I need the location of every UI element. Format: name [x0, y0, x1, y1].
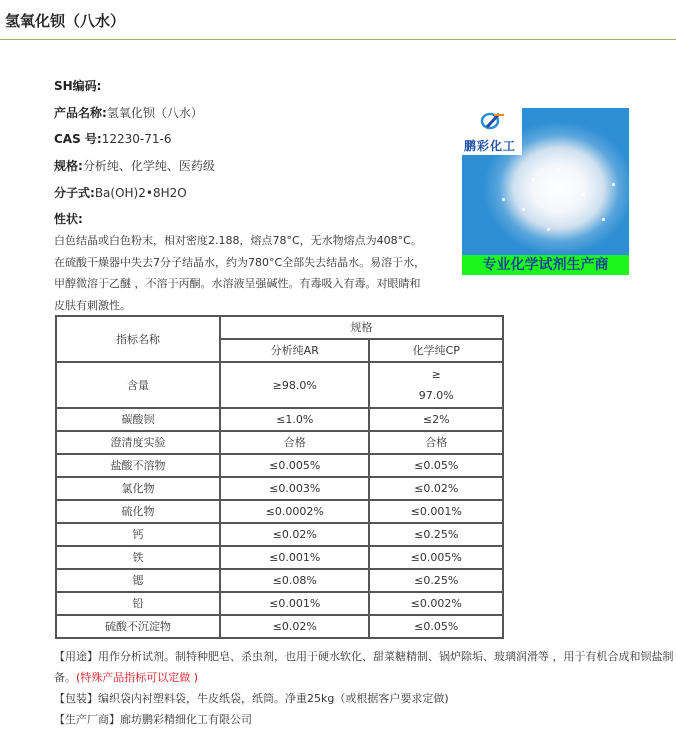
table-row [56, 615, 503, 638]
row-cp-line1: ≥ [431, 368, 441, 381]
usage-text-cont: 备。 [54, 671, 76, 684]
row-cp: ≤0.25% [369, 523, 503, 546]
row-cp [369, 362, 503, 408]
table-row [56, 408, 503, 431]
title-bar [0, 0, 676, 40]
packaging-label: 【包装】 [54, 692, 98, 705]
row-ar: ≤0.003% [220, 477, 369, 500]
table-row [56, 362, 503, 408]
description-line: 皮肤有刺激性。 [54, 298, 131, 312]
page-title: 氢氧化钡（八水） [5, 12, 126, 30]
row-cp: ≤0.002% [369, 592, 503, 615]
row-cp: ≤0.005% [369, 546, 503, 569]
field-value: Ba(OH)2•8H2O [94, 186, 187, 200]
field-label: 规格: [54, 159, 83, 173]
company-logo [462, 108, 522, 155]
table-row [56, 431, 503, 454]
field-product-name [54, 105, 203, 121]
field-value: 氢氧化钡（八水） [106, 106, 203, 120]
row-ar: ≤0.02% [220, 523, 369, 546]
field-value: 分析纯、化学纯、医药级 [82, 159, 215, 173]
logo-icon [480, 111, 506, 131]
table-row [56, 500, 503, 523]
table-row [56, 592, 503, 615]
table-row [56, 523, 503, 546]
usage-text: 用作分析试剂。制特种肥皂、杀虫剂，也用于硬水软化、甜菜糖精制、锅炉除垢、玻璃润滑等 ，用于有机合成和钡盐制 [98, 650, 674, 663]
row-cp: ≤2% [369, 408, 503, 431]
header-spec-group: 规格 [220, 316, 503, 339]
row-cp: 合格 [369, 431, 503, 454]
field-spec [54, 158, 215, 174]
row-name: 钙 [56, 523, 220, 546]
row-ar: ≤0.0002% [220, 500, 369, 523]
table-header-row [56, 316, 503, 339]
field-formula [54, 185, 187, 201]
properties-description [54, 230, 424, 316]
row-cp: ≤0.25% [369, 569, 503, 592]
field-label: 分子式: [54, 186, 95, 200]
row-cp: ≤0.05% [369, 615, 503, 638]
header-ar: 分析纯AR [220, 339, 369, 362]
row-ar: 合格 [220, 431, 369, 454]
manufacturer-section [54, 709, 674, 730]
row-name: 澄清度实验 [56, 431, 220, 454]
row-ar: ≤1.0% [220, 408, 369, 431]
row-cp: ≤0.001% [369, 500, 503, 523]
field-label: SH编码: [54, 79, 102, 93]
packaging-section [54, 688, 674, 709]
table-row [56, 477, 503, 500]
custom-order-note: (特殊产品指标可以定做 ) [76, 671, 199, 684]
table-row [56, 569, 503, 592]
manufacturer-text: 廊坊鹏彩精细化工有限公司 [120, 713, 252, 726]
field-label: 产品名称: [54, 106, 107, 120]
header-cp: 化学纯CP [369, 339, 503, 362]
usage-label: 【用途】 [54, 650, 98, 663]
field-value: 12230-71-6 [101, 132, 172, 146]
table-row [56, 546, 503, 569]
field-label: 性状: [54, 212, 83, 226]
row-ar: ≥98.0% [220, 362, 369, 408]
field-cas [54, 131, 171, 147]
description-line: 白色结晶或白色粉末，相对密度2.188，熔点78°C，无水物熔点为408°C。 [54, 234, 422, 247]
row-cp-line2: 97.0% [418, 389, 454, 402]
slogan-banner: 专业化学试剂生产商 [462, 255, 629, 275]
usage-line-cont [54, 667, 674, 688]
logo-text: 鹏彩化工 [464, 139, 517, 153]
manufacturer-label: 【生产厂商】 [54, 713, 120, 726]
row-ar: ≤0.005% [220, 454, 369, 477]
field-sh-code [54, 78, 102, 94]
row-name: 锶 [56, 569, 220, 592]
row-ar: ≤0.001% [220, 546, 369, 569]
row-name: 氯化物 [56, 477, 220, 500]
usage-line [54, 646, 674, 667]
table-row [56, 454, 503, 477]
header-indicator-name: 指标名称 [56, 316, 220, 362]
row-cp: ≤0.02% [369, 477, 503, 500]
packaging-text: 编织袋内衬塑料袋，牛皮纸袋，纸筒。净重25kg（或根据客户要求定做) [98, 692, 449, 705]
spec-table [55, 315, 504, 639]
field-label: CAS 号: [54, 132, 102, 146]
row-ar: ≤0.08% [220, 569, 369, 592]
row-name: 铅 [56, 592, 220, 615]
row-name: 铁 [56, 546, 220, 569]
row-name: 硫酸不沉淀物 [56, 615, 220, 638]
description-line: 甲醇微溶于乙醚 ，不溶于丙酮。水溶液呈强碱性。有毒吸入有毒。对眼睛和 [54, 277, 421, 290]
row-ar: ≤0.02% [220, 615, 369, 638]
row-ar: ≤0.001% [220, 592, 369, 615]
row-name: 碳酸钡 [56, 408, 220, 431]
row-name: 含量 [56, 362, 220, 408]
row-name: 硫化物 [56, 500, 220, 523]
row-name: 盐酸不溶物 [56, 454, 220, 477]
product-image [462, 108, 629, 275]
field-properties [54, 211, 83, 227]
description-line: 在硫酸干燥器中失去7分子结晶水，约为780°C全部失去结晶水。易溶于水， [54, 255, 426, 269]
row-cp: ≤0.05% [369, 454, 503, 477]
usage-section [54, 646, 674, 688]
